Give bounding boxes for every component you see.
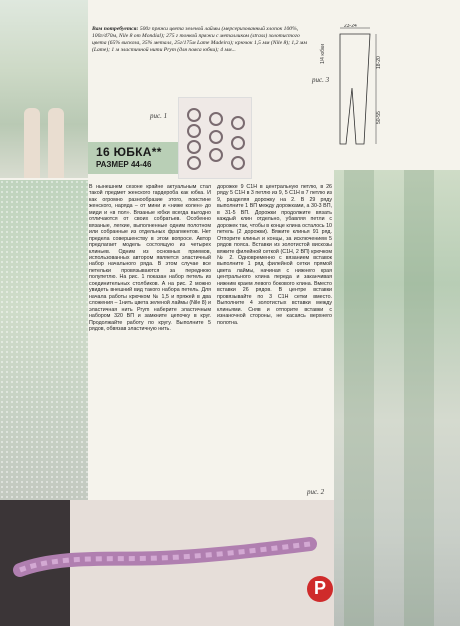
page-title: 16 ЮБКА**	[96, 145, 162, 159]
stitch-loop	[231, 136, 245, 150]
pattern-diagram	[312, 24, 384, 152]
materials-label: Вам потребуется:	[92, 26, 139, 32]
dim-top: 23-24	[344, 24, 357, 29]
crochet-chain	[0, 500, 334, 626]
figure-1-chain-diagram	[178, 97, 252, 179]
figure-2-label: рис. 2	[307, 488, 325, 496]
size-label: РАЗМЕР 44-46	[96, 160, 152, 169]
stitch-loop	[209, 148, 223, 162]
dim-quarter: 1/4 юбки	[320, 44, 326, 64]
stitch-loop	[209, 112, 223, 126]
stitch-loop	[187, 124, 201, 138]
model-photo-right	[334, 170, 460, 626]
stitch-loop	[187, 140, 201, 154]
figure-3-label: рис. 3	[312, 76, 330, 84]
model-photo-left	[0, 180, 88, 500]
leg-shape	[48, 108, 64, 178]
leg-shape	[24, 108, 40, 178]
dim-hip: 18-20	[376, 56, 382, 69]
chain-photo	[0, 500, 334, 626]
stitch-loop	[231, 116, 245, 130]
lace-texture	[0, 180, 88, 500]
stitch-loop	[209, 130, 223, 144]
skirt-panel	[404, 170, 434, 626]
figure-1-label: рис. 1	[150, 112, 168, 120]
stitch-loop	[231, 156, 245, 170]
stitch-loop	[187, 156, 201, 170]
pinterest-logo: P	[307, 576, 333, 602]
skirt-panel	[344, 170, 374, 626]
model-photo-top	[0, 0, 88, 178]
instructions-column-2: дорожке 9 С1Н в центральную петлю, в 26 ряду 5 С1Н в 3 петлю из 9, 5 С1Н в 7 петлю из 9, разделяя дорожку на 2. В 29 ряду выполните 1 ВП между дорожками, а 30-3 ВП, в 31-5 ВП. Дорожки продолжите вязать каждый клин отдельно, убавляя петли с дорожек так, чтобы в конце клина осталось 10 петель (2 дорожки). Вяжите клинья 91 ряд. Отпорите клинья и концы, за исключением 5 рядов пояса. Вставки из золотистой вискозы вяжите филейной сеткой (С1Н, 2 ВП) крючком № 2. Одновременно с вязанием вставок выполните 1 ряд филейной сетки прямой цвета лаймы, начиная с нижнего края центрального клина переда и заканчивая нижним краем левого бокового клина. Вместо вставки 26 рядов. В центре вставки провязывайте по 3 С1Н сетки вместо. Выполните 4 золотистых вставки между клиньями. Сняв и отпорите вставки с изнаночной стороны, не касаясь верхнего полотна.	[217, 184, 332, 326]
dim-length: 50-55	[376, 111, 382, 124]
materials-text	[92, 26, 308, 54]
materials-body: 500г пряжи цвета зеленой лаймы (мерсеризованный хлопок 100%, 100г/470м, Nile 8 от Mondial); 275 г тонкой пряжи с металликом (strass) золотистого цвета (65% вискоза, 35% металл, 25г/175м Lame Madeira); крючок 1,5 мм (Nile 8); 1,2 мм (Lame); 1 м эластичной нити Prym (для пояса юбки); 4 мм...	[92, 26, 307, 53]
instructions-column-1: В нынешнем сезоне крайне актуальным стал такой предмет женского гардероба как юбка. И как огромно разнообразие этого, поистине женского, наряда – от мини и «ниже колен» до миди и «в пол». Вязаные юбки всегда выгодно отличаются от своих собратьев. Особенно вязаные, легкие, выполненные одним полотном или собранные из отдельных фрагментов. Нет предела совершенству в этом вопросе. Автор предлагает модель состоящую из четырех клиньев. Одним из основных приемов, использованных автором является эластичный набор начального ряда. В этом случае все петельки провязываются за переднюю полупетлю. На рис. 1 показан набор петель из соединительных столбиков. А на рис. 2 можно увидеть внешний вид такого набора петель. Для начала работы крючком № 1,5 и пряжей в два сложения – 1нить цвета зеленой лаймы (Nile 8) и эластичная нить Prym наберите эластичным набором 320 ВП и замкните цепочку в круг. Продолжайте работу по кругу. Выполните 5 рядов, обвязав эластичную нить.	[89, 184, 211, 332]
stitch-loop	[187, 108, 201, 122]
